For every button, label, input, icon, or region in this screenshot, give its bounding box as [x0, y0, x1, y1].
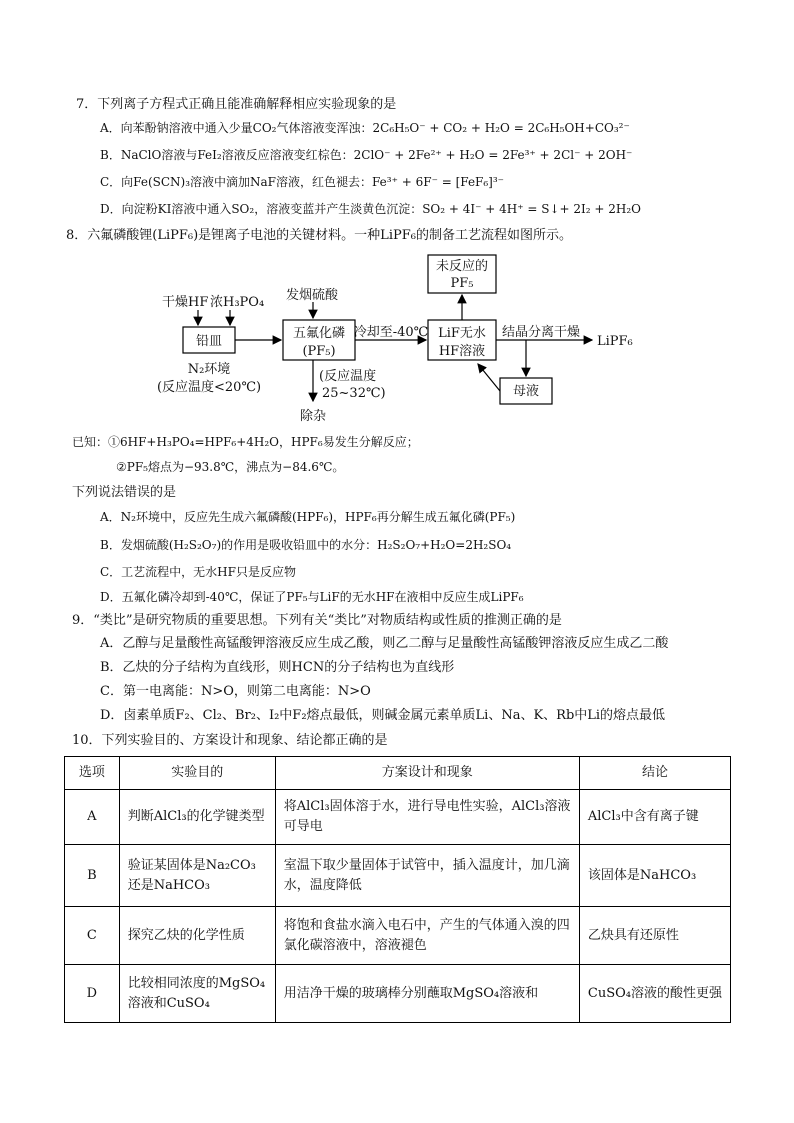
- cell-option: D: [65, 965, 120, 1023]
- experiment-table: [64, 756, 731, 1023]
- label-temp-lead: (反应温度<20℃): [156, 380, 262, 395]
- cell-option: C: [65, 907, 120, 965]
- label-pf5-line1: 五氟化磷: [292, 326, 346, 341]
- label-lead-dish: 铅皿: [195, 334, 223, 349]
- q8-stem: 8．六氟磷酸锂(LiPF₆)是锂离子电池的关键材料。一种LiPF₆的制备工艺流程如图所示。: [66, 228, 572, 243]
- cell-goal: 探究乙炔的化学性质: [119, 907, 275, 965]
- cell-option: A: [65, 790, 120, 845]
- table-header-row: [65, 757, 731, 790]
- q7-option-b: B．NaClO溶液与FeI₂溶液反应溶液变红棕色：2ClO⁻ + 2Fe²⁺ + H₂O = 2Fe³⁺ + 2Cl⁻ + 2OH⁻: [100, 148, 633, 162]
- cell-plan: 用洁净干燥的玻璃棒分别蘸取MgSO₄溶液和: [275, 965, 579, 1023]
- cell-conclusion: 该固体是NaHCO₃: [579, 845, 730, 907]
- label-lif-line1: LiF无水: [438, 326, 486, 341]
- label-pf5-line2: (PF₅): [302, 344, 336, 359]
- q8-option-c: C．工艺流程中，无水HF只是反应物: [100, 565, 296, 579]
- q7-stem: 7．下列离子方程式正确且能准确解释相应实验现象的是: [76, 97, 397, 112]
- label-lif-line2: HF溶液: [438, 344, 486, 359]
- q8-option-b: B．发烟硫酸(H₂S₂O₇)的作用是吸收铅皿中的水分：H₂S₂O₇+H₂O=2H₂SO₄: [100, 538, 512, 552]
- table-row: [65, 845, 731, 907]
- label-temp-pf5-1: (反应温度: [319, 369, 377, 384]
- q7-option-a: A．向苯酚钠溶液中通入少量CO₂气体溶液变浑浊：2C₆H₅O⁻ + CO₂ + H₂O = 2C₆H₅OH+CO₃²⁻: [100, 121, 630, 135]
- table-row: [65, 965, 731, 1023]
- cell-goal: 判断AlCl₃的化学键类型: [119, 790, 275, 845]
- cell-option: B: [65, 845, 120, 907]
- header-option: 选项: [65, 757, 120, 790]
- header-conclusion: 结论: [579, 757, 730, 790]
- label-unreacted-1: 未反应的: [435, 259, 489, 274]
- q9-option-d: D．卤素单质F₂、Cl₂、Br₂、I₂中F₂熔点最低，则碱金属元素单质Li、Na、K、Rb中Li的熔点最低: [100, 708, 666, 723]
- cell-conclusion: AlCl₃中含有离子键: [579, 790, 730, 845]
- label-unreacted-2: PF₅: [450, 276, 474, 291]
- q8-option-d: D．五氟化磷冷却到-40℃，保证了PF₅与LiF的无水HF在液相中反应生成LiPF₆: [100, 590, 524, 604]
- q7-option-c: C．向Fe(SCN)₃溶液中滴加NaF溶液，红色褪去：Fe³⁺ + 6F⁻ = [FeF₆]³⁻: [100, 175, 505, 189]
- label-fuming-acid: 发烟硫酸: [285, 288, 339, 303]
- table-row: [65, 907, 731, 965]
- label-cool: 冷却至-40℃: [353, 325, 429, 340]
- header-plan: 方案设计和现象: [275, 757, 579, 790]
- cell-plan: 将AlCl₃固体溶于水，进行导电性实验，AlCl₃溶液可导电: [275, 790, 579, 845]
- q8-option-a: A．N₂环境中，反应先生成六氟磷酸(HPF₆)，HPF₆再分解生成五氟化磷(PF₅): [100, 510, 516, 524]
- label-dry-hf: 干燥HF: [162, 295, 209, 310]
- cell-goal: 比较相同浓度的MgSO₄溶液和CuSO₄: [119, 965, 275, 1023]
- q9-stem: 9．“类比”是研究物质的重要思想。下列有关“类比”对物质结构或性质的推测正确的是: [72, 613, 562, 628]
- cell-plan: 室温下取少量固体于试管中，插入温度计，加几滴水，温度降低: [275, 845, 579, 907]
- q10-stem: 10．下列实验目的、方案设计和现象、结论都正确的是: [72, 733, 388, 748]
- label-n2-env: N₂环境: [187, 362, 231, 377]
- label-temp-pf5-2: 25~32℃): [322, 386, 386, 401]
- label-crystallize: 结晶分离干燥: [501, 325, 581, 340]
- q9-option-b: B．乙炔的分子结构为直线形，则HCN的分子结构也为直线形: [100, 660, 455, 675]
- q8-known-1: 已知：①6HF+H₃PO₄=HPF₆+4H₂O，HPF₆易发生分解反应；: [72, 435, 419, 449]
- label-conc-h3po4: 浓H₃PO₄: [210, 295, 265, 310]
- label-impurity: 除杂: [299, 409, 327, 424]
- q7-option-d: D．向淀粉KI溶液中通入SO₂，溶液变蓝并产生淡黄色沉淀：SO₂ + 4I⁻ + 4H⁺ = S↓+ 2I₂ + 2H₂O: [100, 202, 642, 216]
- cell-conclusion: 乙炔具有还原性: [579, 907, 730, 965]
- cell-conclusion: CuSO₄溶液的酸性更强: [579, 965, 730, 1023]
- q8-ask: 下列说法错误的是: [72, 485, 177, 500]
- label-mother-liquor: 母液: [512, 384, 540, 399]
- cell-plan: 将饱和食盐水滴入电石中，产生的气体通入溴的四氯化碳溶液中，溶液褪色: [275, 907, 579, 965]
- cell-goal: 验证某固体是Na₂CO₃还是NaHCO₃: [119, 845, 275, 907]
- header-goal: 实验目的: [119, 757, 275, 790]
- q9-option-a: A．乙醇与足量酸性高锰酸钾溶液反应生成乙酸，则乙二醇与足量酸性高锰酸钾溶液反应生成乙二酸: [100, 636, 669, 651]
- q9-option-c: C．第一电离能：N>O，则第二电离能：N>O: [100, 684, 371, 699]
- q8-known-2: ②PF₅熔点为−93.8℃，沸点为−84.6℃。: [116, 460, 345, 474]
- label-product: LiPF₆: [597, 334, 633, 349]
- flow-chart: [0, 0, 794, 440]
- table-row: [65, 790, 731, 845]
